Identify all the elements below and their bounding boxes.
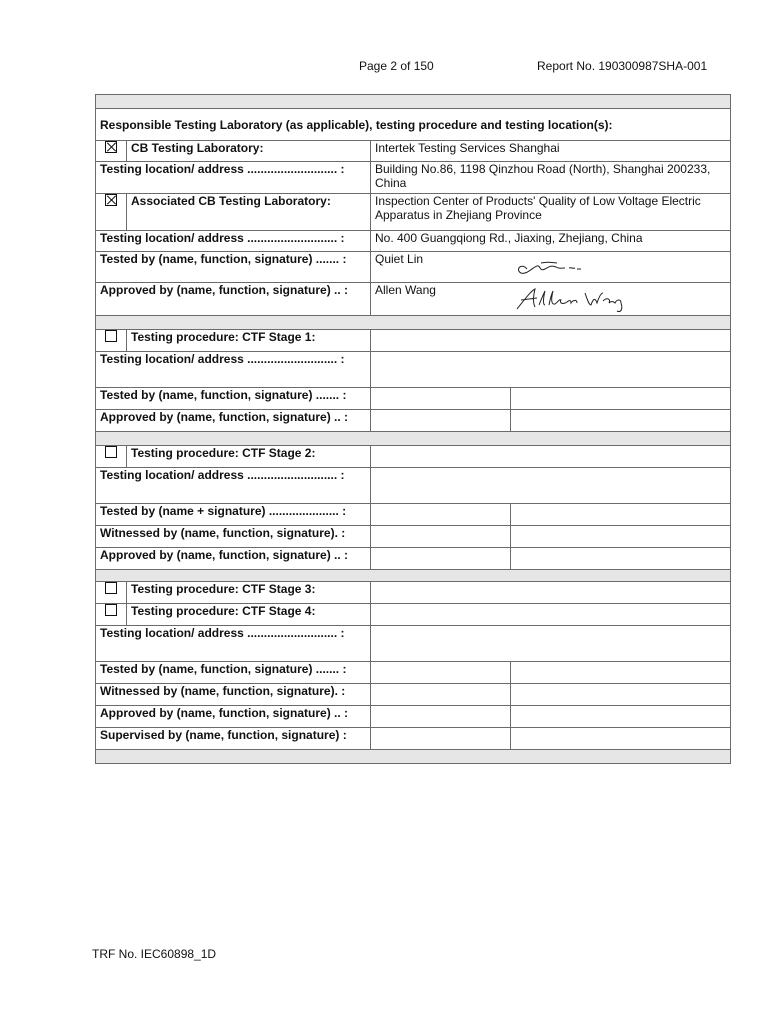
ctf2-tested-name bbox=[371, 504, 511, 526]
assoc-lab-checkbox[interactable] bbox=[96, 194, 127, 231]
ctf1-approved-name bbox=[371, 410, 511, 432]
ctf1-approved-signature bbox=[511, 410, 731, 432]
ctf3-label: Testing procedure: CTF Stage 3: bbox=[127, 582, 371, 604]
ctf2-tested-signature bbox=[511, 504, 731, 526]
unchecked-box-icon bbox=[105, 582, 117, 594]
assoc-lab-location-value: No. 400 Guangqiong Rd., Jiaxing, Zhejiang, China bbox=[371, 231, 731, 252]
ctf2-tested-label: Tested by (name + signature) ..................... : bbox=[96, 504, 371, 526]
ctf34-location-value bbox=[371, 626, 731, 662]
ctf34-witnessed-signature bbox=[511, 684, 731, 706]
report-number: Report No. 190300987SHA-001 bbox=[537, 59, 708, 73]
cb-lab-label: CB Testing Laboratory: bbox=[127, 141, 371, 162]
ctf2-value bbox=[371, 446, 731, 468]
ctf34-approved-label: Approved by (name, function, signature) .. : bbox=[96, 706, 371, 728]
ctf2-approved-name bbox=[371, 548, 511, 570]
ctf3-checkbox[interactable] bbox=[96, 582, 127, 604]
cb-lab-location-value: Building No.86, 1198 Qinzhou Road (North), Shanghai 200233, China bbox=[371, 162, 731, 194]
ctf1-tested-label: Tested by (name, function, signature) ....... : bbox=[96, 388, 371, 410]
ctf1-checkbox[interactable] bbox=[96, 330, 127, 352]
ctf4-value bbox=[371, 604, 731, 626]
assoc-lab-approved-label: Approved by (name, function, signature) .. : bbox=[96, 283, 371, 316]
ctf34-supervised-label: Supervised by (name, function, signature) : bbox=[96, 728, 371, 750]
ctf34-approved-name bbox=[371, 706, 511, 728]
ctf34-location-label: Testing location/ address ........................... : bbox=[96, 626, 371, 662]
assoc-lab-tested-value: Quiet Lin bbox=[371, 252, 511, 283]
ctf2-location-value bbox=[371, 468, 731, 504]
ctf1-tested-signature bbox=[511, 388, 731, 410]
ctf34-tested-label: Tested by (name, function, signature) ....... : bbox=[96, 662, 371, 684]
ctf34-witnessed-label: Witnessed by (name, function, signature). : bbox=[96, 684, 371, 706]
unchecked-box-icon bbox=[105, 330, 117, 342]
ctf2-location-label: Testing location/ address ........................... : bbox=[96, 468, 371, 504]
tester-signature bbox=[511, 252, 731, 283]
assoc-lab-tested-label: Tested by (name, function, signature) ....... : bbox=[96, 252, 371, 283]
assoc-lab-label: Associated CB Testing Laboratory: bbox=[127, 194, 371, 231]
ctf2-witnessed-label: Witnessed by (name, function, signature). : bbox=[96, 526, 371, 548]
ctf4-label: Testing procedure: CTF Stage 4: bbox=[127, 604, 371, 626]
approver-signature bbox=[511, 283, 731, 316]
ctf34-supervised-signature bbox=[511, 728, 731, 750]
page-header bbox=[0, 59, 770, 75]
signature-image bbox=[511, 285, 641, 313]
spacer-row bbox=[96, 570, 731, 582]
ctf2-label: Testing procedure: CTF Stage 2: bbox=[127, 446, 371, 468]
assoc-lab-location-label: Testing location/ address ........................... : bbox=[96, 231, 371, 252]
trf-number: TRF No. IEC60898_1D bbox=[92, 947, 217, 961]
ctf34-witnessed-name bbox=[371, 684, 511, 706]
ctf1-location-label: Testing location/ address ........................... : bbox=[96, 352, 371, 388]
cb-lab-location-label: Testing location/ address ........................... : bbox=[96, 162, 371, 194]
ctf2-witnessed-name bbox=[371, 526, 511, 548]
checked-box-icon bbox=[105, 141, 117, 153]
ctf3-value bbox=[371, 582, 731, 604]
spacer-row bbox=[96, 316, 731, 330]
section-title: Responsible Testing Laboratory (as applicable), testing procedure and testing location(s): bbox=[96, 109, 731, 141]
ctf1-value bbox=[371, 330, 731, 352]
spacer-row bbox=[96, 750, 731, 764]
page-number: Page 2 of 150 bbox=[359, 59, 434, 73]
ctf2-checkbox[interactable] bbox=[96, 446, 127, 468]
ctf34-supervised-name bbox=[371, 728, 511, 750]
ctf1-location-value bbox=[371, 352, 731, 388]
ctf1-approved-label: Approved by (name, function, signature) .. : bbox=[96, 410, 371, 432]
ctf2-witnessed-signature bbox=[511, 526, 731, 548]
testing-laboratory-table bbox=[95, 94, 731, 764]
unchecked-box-icon bbox=[105, 446, 117, 458]
spacer-row bbox=[96, 432, 731, 446]
unchecked-box-icon bbox=[105, 604, 117, 616]
ctf2-approved-signature bbox=[511, 548, 731, 570]
ctf34-tested-name bbox=[371, 662, 511, 684]
ctf4-checkbox[interactable] bbox=[96, 604, 127, 626]
cb-lab-checkbox[interactable] bbox=[96, 141, 127, 162]
cb-lab-value: Intertek Testing Services Shanghai bbox=[371, 141, 731, 162]
spacer-row bbox=[96, 95, 731, 109]
ctf34-tested-signature bbox=[511, 662, 731, 684]
assoc-lab-approved-value: Allen Wang bbox=[371, 283, 511, 316]
ctf1-tested-name bbox=[371, 388, 511, 410]
ctf2-approved-label: Approved by (name, function, signature) .. : bbox=[96, 548, 371, 570]
assoc-lab-value: Inspection Center of Products' Quality of Low Voltage Electric Apparatus in Zhejiang Province bbox=[371, 194, 731, 231]
checked-box-icon bbox=[105, 194, 117, 206]
ctf34-approved-signature bbox=[511, 706, 731, 728]
ctf1-label: Testing procedure: CTF Stage 1: bbox=[127, 330, 371, 352]
signature-image bbox=[511, 254, 631, 280]
